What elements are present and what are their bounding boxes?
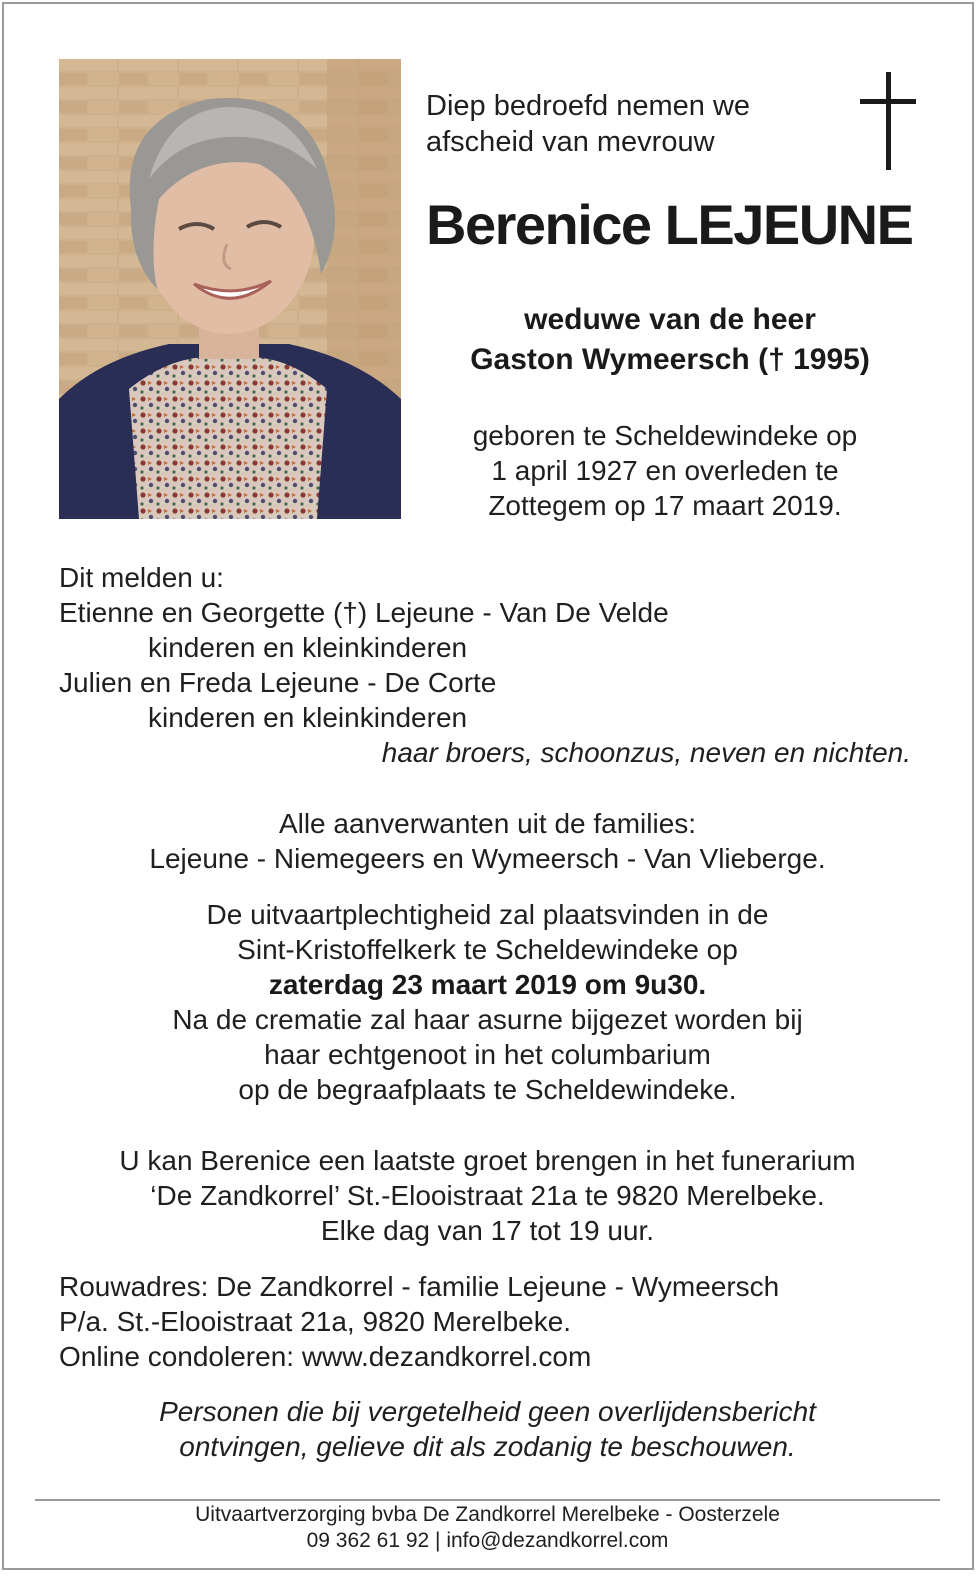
visit-line: U kan Berenice een laatste groet brengen in het funerarium — [119, 1145, 856, 1176]
announcement-family — [59, 560, 929, 770]
birth-line: geboren te Scheldewindeke op — [472, 420, 858, 451]
footer-divider — [35, 1499, 940, 1501]
ceremony-line: Sint-Kristoffelkerk te Scheldewindeke op — [237, 934, 738, 965]
visit-line: Elke dag van 17 tot 19 uur. — [320, 1215, 655, 1246]
address-line: Rouwadres: De Zandkorrel - familie Lejeune - Wymeersch — [59, 1271, 780, 1302]
deceased-name: Berenice LEJEUNE — [426, 193, 913, 256]
cross-icon — [860, 72, 916, 170]
ceremony-line: op de begraafplaats te Scheldewindeke. — [238, 1074, 737, 1105]
ceremony-line: haar echtgenoot in het columbarium — [264, 1039, 711, 1070]
visit-block — [0, 1143, 975, 1248]
notice-line: ontvingen, gelieve dit als zodanig te beschouwen. — [179, 1431, 796, 1462]
notice-line: Personen die bij vergetelheid geen overlijdensbericht — [159, 1396, 816, 1427]
relatives-block — [0, 806, 975, 876]
birth-death-details — [405, 418, 925, 523]
other-relatives-line: haar broers, schoonzus, neven en nichten. — [381, 737, 911, 768]
family-line: Julien en Freda Lejeune - De Corte — [59, 667, 497, 698]
widow-line: Gaston Wymeersch († 1995) — [470, 343, 870, 376]
birth-line: Zottegem op 17 maart 2019. — [488, 490, 842, 521]
ceremony-block — [0, 897, 975, 1107]
footer — [0, 1502, 975, 1554]
ceremony-date: zaterdag 23 maart 2019 om 9u30. — [268, 969, 707, 1000]
footer-contact: 09 362 61 92 | info@dezandkorrel.com — [306, 1529, 669, 1552]
relatives-line: Lejeune - Niemegeers en Wymeersch - Van Vlieberge. — [149, 843, 826, 874]
widow-of — [405, 300, 935, 380]
visit-line: ‘De Zandkorrel’ St.-Elooistraat 21a te 9820 Merelbeke. — [150, 1180, 825, 1211]
address-block — [59, 1269, 779, 1374]
address-line: P/a. St.-Elooistraat 21a, 9820 Merelbeke. — [59, 1306, 572, 1337]
intro-line: Diep bedroefd nemen we — [426, 90, 751, 122]
family-sub-line: kinderen en kleinkinderen — [148, 632, 468, 663]
condolence-link[interactable]: Online condoleren: www.dezandkorrel.com — [59, 1341, 592, 1372]
intro-text — [426, 88, 750, 160]
ceremony-line: De uitvaartplechtigheid zal plaatsvinden in de — [206, 899, 769, 930]
family-sub-line: kinderen en kleinkinderen — [148, 702, 468, 733]
widow-line: weduwe van de heer — [524, 303, 816, 336]
family-line: Etienne en Georgette (†) Lejeune - Van De Velde — [59, 597, 669, 628]
notice-block — [0, 1394, 975, 1464]
birth-line: 1 april 1927 en overleden te — [491, 455, 839, 486]
relatives-line: Alle aanverwanten uit de families: — [278, 808, 697, 839]
intro-line: afscheid van mevrouw — [426, 126, 715, 158]
ceremony-line: Na de crematie zal haar asurne bijgezet worden bij — [172, 1004, 803, 1035]
portrait-photo — [59, 59, 401, 519]
footer-company: Uitvaartverzorging bvba De Zandkorrel Merelbeke - Oosterzele — [195, 1503, 780, 1526]
announce-heading: Dit melden u: — [59, 562, 224, 593]
